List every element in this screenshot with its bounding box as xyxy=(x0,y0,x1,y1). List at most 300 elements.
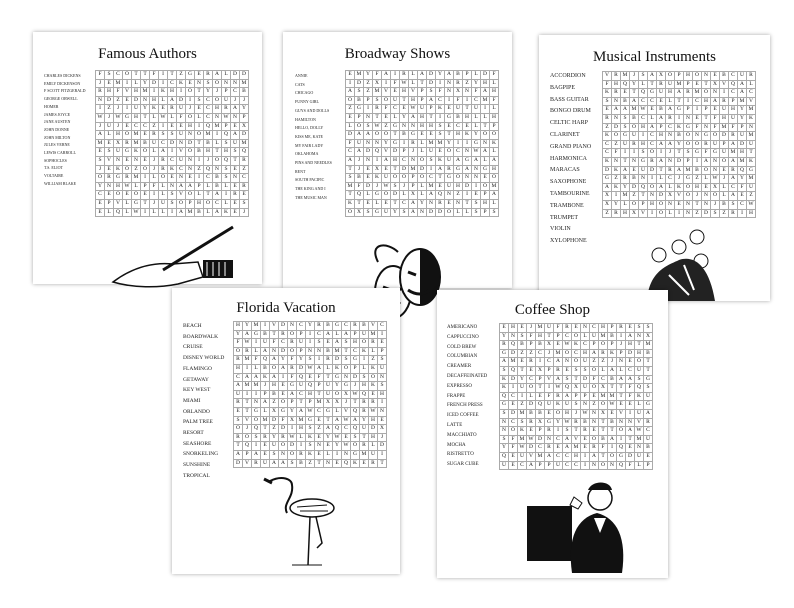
grid-cell: M xyxy=(427,182,436,191)
word-list-item: KEY WEST xyxy=(183,387,211,394)
grid-cell: X xyxy=(373,79,382,88)
grid-cell: S xyxy=(234,416,243,425)
grid-cell: C xyxy=(204,174,213,183)
grid-cell: N xyxy=(409,156,418,165)
grid-cell: Y xyxy=(279,356,288,365)
grid-cell: A xyxy=(159,148,168,157)
grid-cell: E xyxy=(186,174,195,183)
grid-cell: K xyxy=(261,373,270,382)
grid-cell: Q xyxy=(500,452,509,461)
grid-cell: C xyxy=(729,72,738,81)
word-list-item: ORLANDO xyxy=(183,408,210,415)
grid-cell: W xyxy=(635,427,644,436)
grid-cell: T xyxy=(231,156,240,165)
grid-cell: I xyxy=(315,356,324,365)
grid-cell: T xyxy=(132,71,141,80)
grid-cell: E xyxy=(261,442,270,451)
grid-cell: J xyxy=(617,341,626,350)
word-list-item: BASS GUITAR xyxy=(550,96,589,103)
grid-cell: S xyxy=(729,200,738,209)
grid-cell: U xyxy=(261,459,270,468)
grid-cell: E xyxy=(509,401,518,410)
grid-row xyxy=(96,71,249,80)
grid-cell: L xyxy=(159,182,168,191)
grid-cell: I xyxy=(252,339,261,348)
grid-cell: N xyxy=(364,113,373,122)
grid-cell: T xyxy=(141,199,150,208)
grid-cell: R xyxy=(657,80,666,89)
grid-cell: C xyxy=(204,105,213,114)
grid-cell: G xyxy=(644,401,653,410)
grid-cell: N xyxy=(617,358,626,367)
grid-cell: Z xyxy=(369,356,378,365)
grid-cell: A xyxy=(418,71,427,80)
grid-cell: R xyxy=(720,97,729,106)
grid-cell: T xyxy=(675,97,684,106)
grid-cell: O xyxy=(617,427,626,436)
grid-cell: U xyxy=(324,382,333,391)
grid-cell: A xyxy=(590,349,599,358)
grid-cell: V xyxy=(177,191,186,200)
grid-cell: H xyxy=(720,114,729,123)
grid-cell: A xyxy=(554,375,563,384)
grid-cell: X xyxy=(545,341,554,350)
grid-cell: H xyxy=(132,113,141,122)
grid-cell: A xyxy=(554,358,563,367)
grid-cell: M xyxy=(490,182,499,191)
grid-cell: H xyxy=(639,140,648,149)
grid-cell: D xyxy=(177,96,186,105)
grid-cell: E xyxy=(378,416,387,425)
grid-cell: R xyxy=(159,156,168,165)
puzzle-page-musical-instruments xyxy=(539,35,770,301)
grid-cell: W xyxy=(581,409,590,418)
grid-cell: T xyxy=(608,427,617,436)
grid-cell: R xyxy=(105,174,114,183)
grid-cell: T xyxy=(657,166,666,175)
grid-cell: A xyxy=(186,182,195,191)
grid-cell: F xyxy=(270,339,279,348)
grid-cell: P xyxy=(608,341,617,350)
grid-row xyxy=(96,208,249,217)
grid-cell: N xyxy=(626,418,635,427)
grid-cell: P xyxy=(297,347,306,356)
grid-cell: N xyxy=(409,122,418,131)
grid-cell: P xyxy=(222,88,231,97)
grid-cell: Z xyxy=(364,88,373,97)
grid-cell: A xyxy=(231,131,240,140)
grid-cell: E xyxy=(315,450,324,459)
grid-cell: Z xyxy=(518,349,527,358)
grid-cell: G xyxy=(252,330,261,339)
grid-cell: A xyxy=(490,191,499,200)
grid-cell: O xyxy=(391,174,400,183)
grid-cell: C xyxy=(297,322,306,331)
grid-cell: S xyxy=(306,425,315,434)
grid-cell: M xyxy=(360,450,369,459)
grid-cell: R xyxy=(351,322,360,331)
word-list-item: ACCORDION xyxy=(550,73,586,79)
grid-cell: X xyxy=(536,418,545,427)
grid-cell: A xyxy=(729,175,738,184)
grid-cell: O xyxy=(666,72,675,81)
grid-cell: E xyxy=(231,122,240,131)
grid-cell: K xyxy=(572,341,581,350)
grid-cell: Z xyxy=(693,175,702,184)
grid-cell: P xyxy=(481,191,490,200)
grid-cell: R xyxy=(243,347,252,356)
grid-cell: E xyxy=(105,165,114,174)
grid-cell: T xyxy=(644,366,653,375)
grid-row xyxy=(234,407,387,416)
grid-cell: I xyxy=(648,209,657,218)
grid-cell: U xyxy=(159,199,168,208)
grid-row xyxy=(603,72,756,81)
grid-cell: E xyxy=(581,435,590,444)
grid-cell: Q xyxy=(222,131,231,140)
grid-cell: V xyxy=(123,88,132,97)
grid-cell: N xyxy=(590,461,599,470)
grid-cell: L xyxy=(132,182,141,191)
grid-cell: F xyxy=(391,79,400,88)
grid-cell: X xyxy=(572,384,581,393)
grid-row xyxy=(500,392,653,401)
word-list-item: JOHN DONNE xyxy=(44,126,70,132)
grid-cell: G xyxy=(355,105,364,114)
grid-cell: R xyxy=(612,89,621,98)
grid-cell: K xyxy=(333,364,342,373)
grid-cell: A xyxy=(626,427,635,436)
grid-cell: R xyxy=(666,114,675,123)
grid-cell: I xyxy=(481,105,490,114)
grid-cell: S xyxy=(364,208,373,217)
grid-row xyxy=(346,208,499,217)
grid-cell: S xyxy=(306,356,315,365)
grid-cell: M xyxy=(436,139,445,148)
grid-cell: P xyxy=(297,330,306,339)
grid-cell: S xyxy=(635,375,644,384)
letter-grid xyxy=(345,70,499,217)
grid-cell: N xyxy=(427,199,436,208)
grid-cell: C xyxy=(168,79,177,88)
grid-cell: H xyxy=(738,149,747,158)
grid-cell: H xyxy=(599,324,608,333)
grid-row xyxy=(234,364,387,373)
grid-cell: A xyxy=(427,191,436,200)
grid-cell: H xyxy=(409,96,418,105)
grid-cell: L xyxy=(418,191,427,200)
grid-cell: O xyxy=(288,347,297,356)
grid-cell: U xyxy=(418,105,427,114)
grid-cell: E xyxy=(720,166,729,175)
grid-cell: F xyxy=(150,182,159,191)
grid-cell: G xyxy=(279,407,288,416)
grid-cell: I xyxy=(378,450,387,459)
grid-cell: J xyxy=(243,425,252,434)
grid-cell: S xyxy=(168,191,177,200)
grid-cell: F xyxy=(150,71,159,80)
grid-cell: G xyxy=(648,89,657,98)
grid-row xyxy=(234,425,387,434)
grid-cell: M xyxy=(554,349,563,358)
grid-cell: U xyxy=(150,139,159,148)
grid-cell: C xyxy=(231,88,240,97)
grid-cell: F xyxy=(382,105,391,114)
grid-cell: U xyxy=(720,106,729,115)
grid-cell: A xyxy=(324,330,333,339)
grid-cell: J xyxy=(105,113,114,122)
grid-cell: S xyxy=(342,356,351,365)
grid-cell: B xyxy=(360,322,369,331)
grid-cell: A xyxy=(297,407,306,416)
grid-cell: E xyxy=(105,79,114,88)
grid-cell: Z xyxy=(270,399,279,408)
grid-cell: S xyxy=(436,131,445,140)
grid-cell: C xyxy=(563,332,572,341)
grid-cell: H xyxy=(490,88,499,97)
grid-cell: L xyxy=(463,208,472,217)
grid-cell: L xyxy=(222,71,231,80)
grid-cell: G xyxy=(472,139,481,148)
grid-cell: M xyxy=(536,324,545,333)
grid-cell: O xyxy=(490,174,499,183)
letter-grid xyxy=(233,321,387,468)
puzzle-title: Famous Authors xyxy=(98,46,197,62)
grid-row xyxy=(234,390,387,399)
grid-cell: X xyxy=(333,399,342,408)
grid-cell: U xyxy=(720,149,729,158)
grid-cell: S xyxy=(711,209,720,218)
grid-row xyxy=(500,366,653,375)
grid-cell: O xyxy=(720,157,729,166)
grid-cell: L xyxy=(599,366,608,375)
grid-cell: N xyxy=(342,450,351,459)
grid-cell: Z xyxy=(306,459,315,468)
grid-cell: Q xyxy=(355,191,364,200)
grid-cell: I xyxy=(581,461,590,470)
grid-cell: M xyxy=(599,332,608,341)
grid-cell: H xyxy=(626,341,635,350)
grid-cell: T xyxy=(324,416,333,425)
grid-cell: V xyxy=(369,322,378,331)
grid-cell: N xyxy=(590,409,599,418)
grid-cell: B xyxy=(536,409,545,418)
grid-cell: Y xyxy=(382,139,391,148)
grid-cell: C xyxy=(297,390,306,399)
grid-cell: O xyxy=(657,200,666,209)
grid-cell: V xyxy=(382,148,391,157)
grid-cell: I xyxy=(554,427,563,436)
grid-cell: S xyxy=(572,401,581,410)
grid-cell: Y xyxy=(621,183,630,192)
grid-cell: K xyxy=(346,199,355,208)
grid-cell: J xyxy=(378,433,387,442)
grid-cell: R xyxy=(554,366,563,375)
grid-row xyxy=(603,80,756,89)
grid-cell: I xyxy=(608,444,617,453)
grid-cell: Z xyxy=(346,105,355,114)
grid-cell: L xyxy=(261,407,270,416)
grid-cell: L xyxy=(159,191,168,200)
grid-cell: G xyxy=(445,113,454,122)
grid-cell: D xyxy=(355,79,364,88)
grid-cell: H xyxy=(378,390,387,399)
grid-cell: I xyxy=(150,191,159,200)
grid-cell: K xyxy=(675,123,684,132)
grid-cell: I xyxy=(195,122,204,131)
grid-cell: A xyxy=(617,375,626,384)
grid-cell: Y xyxy=(738,106,747,115)
grid-cell: J xyxy=(96,79,105,88)
grid-cell: B xyxy=(621,97,630,106)
grid-cell: A xyxy=(96,131,105,140)
grid-cell: H xyxy=(666,89,675,98)
grid-cell: K xyxy=(603,132,612,141)
grid-cell: U xyxy=(657,89,666,98)
grid-cell: S xyxy=(500,366,509,375)
grid-cell: V xyxy=(639,209,648,218)
grid-cell: D xyxy=(581,375,590,384)
grid-cell: S xyxy=(684,149,693,158)
grid-cell: S xyxy=(391,182,400,191)
grid-cell: E xyxy=(711,72,720,81)
grid-cell: G xyxy=(481,165,490,174)
grid-cell: H xyxy=(702,97,711,106)
grid-cell: M xyxy=(369,330,378,339)
grid-cell: A xyxy=(243,330,252,339)
grid-row xyxy=(500,418,653,427)
word-list-item: GUYS AND DOLLS xyxy=(295,107,330,113)
grid-cell: O xyxy=(270,364,279,373)
grid-cell: T xyxy=(346,165,355,174)
grid-cell: S xyxy=(105,71,114,80)
grid-row xyxy=(603,200,756,209)
grid-cell: T xyxy=(342,347,351,356)
word-list-item: KISS ME, KATE xyxy=(295,133,323,139)
grid-cell: M xyxy=(114,79,123,88)
grid-cell: E xyxy=(306,373,315,382)
grid-cell: Q xyxy=(373,148,382,157)
grid-cell: N xyxy=(702,123,711,132)
grid-cell: B xyxy=(204,139,213,148)
grid-cell: R xyxy=(436,199,445,208)
word-list-item: GRAND PIANO xyxy=(550,143,592,150)
grid-cell: R xyxy=(545,444,554,453)
grid-cell: G xyxy=(306,416,315,425)
grid-cell: K xyxy=(675,183,684,192)
grid-cell: Q xyxy=(509,366,518,375)
grid-cell: Y xyxy=(243,322,252,331)
grid-cell: J xyxy=(720,175,729,184)
grid-cell: E xyxy=(617,401,626,410)
hand-writing-with-quill-illustration xyxy=(103,222,243,292)
grid-cell: A xyxy=(270,373,279,382)
grid-cell: R xyxy=(204,71,213,80)
grid-cell: D xyxy=(603,166,612,175)
grid-cell: K xyxy=(369,364,378,373)
grid-cell: O xyxy=(630,200,639,209)
grid-row xyxy=(500,461,653,470)
grid-cell: S xyxy=(364,122,373,131)
grid-cell: H xyxy=(105,88,114,97)
grid-cell: L xyxy=(324,450,333,459)
grid-cell: M xyxy=(297,416,306,425)
grid-cell: D xyxy=(436,208,445,217)
grid-cell: P xyxy=(222,122,231,131)
grid-cell: C xyxy=(572,461,581,470)
grid-cell: G xyxy=(711,149,720,158)
grid-cell: H xyxy=(234,322,243,331)
grid-cell: N xyxy=(612,114,621,123)
grid-cell: R xyxy=(563,324,572,333)
grid-cell: N xyxy=(177,174,186,183)
grid-cell: U xyxy=(445,156,454,165)
grid-cell: S xyxy=(621,123,630,132)
grid-cell: C xyxy=(177,165,186,174)
grid-cell: A xyxy=(563,444,572,453)
grid-cell: E xyxy=(279,382,288,391)
grid-cell: I xyxy=(297,442,306,451)
grid-row xyxy=(96,131,249,140)
word-list-item: TAMBOURINE xyxy=(550,190,590,197)
grid-cell: L xyxy=(333,330,342,339)
grid-cell: T xyxy=(481,122,490,131)
grid-cell: C xyxy=(436,96,445,105)
grid-cell: G xyxy=(454,165,463,174)
grid-cell: P xyxy=(617,349,626,358)
grid-row xyxy=(500,427,653,436)
grid-cell: V xyxy=(635,418,644,427)
grid-cell: D xyxy=(240,131,249,140)
grid-cell: K xyxy=(635,392,644,401)
grid-cell: U xyxy=(581,358,590,367)
word-list-item: RESORT xyxy=(183,430,204,437)
grid-cell: M xyxy=(747,106,756,115)
word-list-item: PINS AND NEEDLES xyxy=(295,160,332,166)
grid-cell: A xyxy=(288,390,297,399)
grid-cell: R xyxy=(369,459,378,468)
puzzle-page-coffee-shop xyxy=(437,290,668,578)
grid-cell: F xyxy=(612,149,621,158)
grid-cell: A xyxy=(675,166,684,175)
grid-cell: C xyxy=(132,122,141,131)
grid-cell: I xyxy=(306,330,315,339)
word-list-item: JANE AUSTEN xyxy=(44,119,71,125)
grid-cell: R xyxy=(617,324,626,333)
grid-cell: Q xyxy=(243,442,252,451)
grid-cell: L xyxy=(150,113,159,122)
grid-row xyxy=(346,191,499,200)
grid-cell: H xyxy=(114,182,123,191)
grid-cell: Q xyxy=(729,80,738,89)
grid-cell: U xyxy=(738,132,747,141)
grid-cell: I xyxy=(693,106,702,115)
grid-cell: R xyxy=(527,358,536,367)
grid-cell: R xyxy=(729,132,738,141)
grid-cell: E xyxy=(279,390,288,399)
grid-cell: F xyxy=(490,96,499,105)
grid-cell: C xyxy=(648,97,657,106)
grid-cell: U xyxy=(382,174,391,183)
word-list-item: SNORKELING xyxy=(183,451,219,458)
grid-cell: K xyxy=(222,208,231,217)
grid-cell: E xyxy=(621,89,630,98)
grid-cell: O xyxy=(599,461,608,470)
grid-cell: D xyxy=(612,123,621,132)
grid-cell: S xyxy=(378,382,387,391)
grid-cell: T xyxy=(373,113,382,122)
grid-cell: L xyxy=(418,148,427,157)
